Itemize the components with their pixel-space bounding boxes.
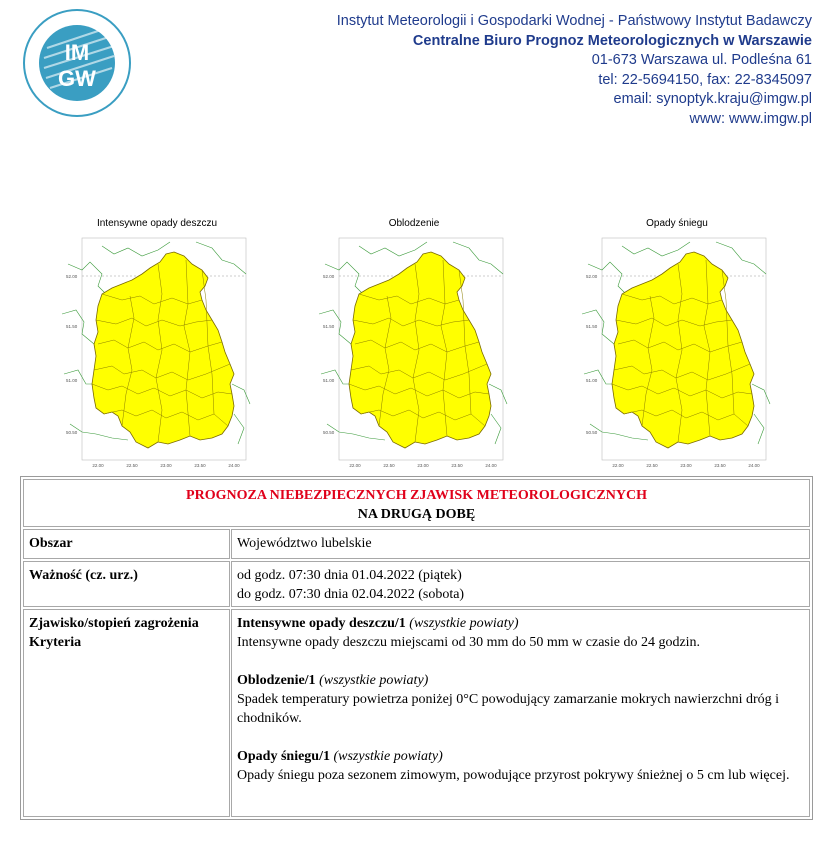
validity-from: od godz. 07:30 dnia 01.04.2022 (piątek) [237,568,462,583]
institute-header [337,12,812,129]
map-tick-y: 50.50 [323,430,335,435]
map-tick-x: 23.50 [714,463,726,468]
phenomenon-description: Intensywne opady deszczu miejscami od 30 mm do 50 mm w czasie do 24 godzin. [237,635,701,650]
phenomenon-description: Opady śniegu poza sezonem zimowym, powodujące przyrost pokrywy śnieżnej o 5 cm lub więcej. [237,768,790,783]
map-tick-x: 23.00 [160,463,172,468]
warning-title-line2: NA DRUGĄ DOBĘ [357,507,476,522]
phenomenon-name: Opady śniegu/1 [237,749,330,764]
map-tick-y: 51.50 [586,324,598,329]
phenomenon-item [237,747,804,785]
svg-text:GW: GW [58,66,96,91]
map-tick-y: 52.00 [323,274,335,279]
map-tick-x: 23.50 [194,463,206,468]
map-title: Intensywne opady deszczu [96,218,218,229]
map-tick-y: 51.00 [66,378,78,383]
map-tick-x: 22.00 [612,463,624,468]
warning-table [20,476,813,820]
office-name: Centralne Biuro Prognoz Meteorologicznych w Warszawie [412,32,812,49]
area-value: Województwo lubelskie [231,529,810,559]
map-tick-y: 51.50 [66,324,78,329]
map-tick-y: 50.50 [66,430,78,435]
map-tick-y: 52.00 [66,274,78,279]
map-title: Opady śniegu [646,218,708,229]
map-tick-x: 22.00 [92,463,104,468]
map-tick-x: 22.00 [349,463,361,468]
phenomenon-name: Intensywne opady deszczu/1 [237,616,406,631]
website: www: www.imgw.pl [689,110,812,127]
region-map [319,234,509,470]
map-rain [62,214,252,470]
map-tick-x: 24.00 [485,463,497,468]
map-tick-y: 52.00 [586,274,598,279]
map-tick-x: 23.00 [417,463,429,468]
region-map [582,234,772,470]
map-tick-x: 23.00 [680,463,692,468]
phenomenon-scope: (wszystkie powiaty) [319,673,429,688]
phenomenon-scope: (wszystkie powiaty) [409,616,519,631]
map-tick-y: 51.00 [323,378,335,383]
validity-value [231,561,810,607]
imgw-logo [22,8,132,118]
email: email: synoptyk.kraju@imgw.pl [613,91,812,107]
map-tick-x: 24.00 [228,463,240,468]
map-tick-y: 50.50 [586,430,598,435]
phenomenon-item [237,671,804,728]
institute-name: Instytut Meteorologii i Gospodarki Wodnej - Państwowy Instytut Badawczy [336,13,812,29]
map-icing [319,214,509,470]
warning-maps [0,214,840,470]
warning-title-line1: PROGNOZA NIEBEZPIECZNYCH ZJAWISK METEOROLOGICZNYCH [186,488,647,503]
validity-to: do godz. 07:30 dnia 02.04.2022 (sobota) [237,587,465,602]
map-tick-x: 22.50 [383,463,395,468]
phenomenon-description: Spadek temperatury powietrza poniżej 0°C powodujący zamarzanie mokrych nawierzchni dróg i chodników. [237,692,780,726]
phenomenon-name: Oblodzenie/1 [237,673,316,688]
map-title: Oblodzenie [388,218,440,229]
area-label: Obszar [23,529,230,559]
phenomena-list [231,609,810,817]
warning-title [23,479,810,527]
address: 01-673 Warszawa ul. Podleśna 61 [591,52,812,68]
map-tick-x: 22.50 [646,463,658,468]
map-snow [582,214,772,470]
phone-fax: tel: 22-5694150, fax: 22-8345097 [598,71,812,88]
phenomenon-scope: (wszystkie powiaty) [333,749,443,764]
phenomenon-label-cell [23,609,230,817]
criteria-label: Kryteria [29,635,82,650]
phenomenon-label: Zjawisko/stopień zagrożenia [29,616,199,631]
phenomenon-item [237,614,804,652]
map-tick-x: 24.00 [748,463,760,468]
map-tick-y: 51.00 [586,378,598,383]
svg-text:IM: IM [64,40,90,65]
map-tick-x: 23.50 [451,463,463,468]
validity-label: Ważność (cz. urz.) [23,561,230,607]
map-tick-x: 22.50 [126,463,138,468]
region-map [62,234,252,470]
map-tick-y: 51.50 [323,324,335,329]
